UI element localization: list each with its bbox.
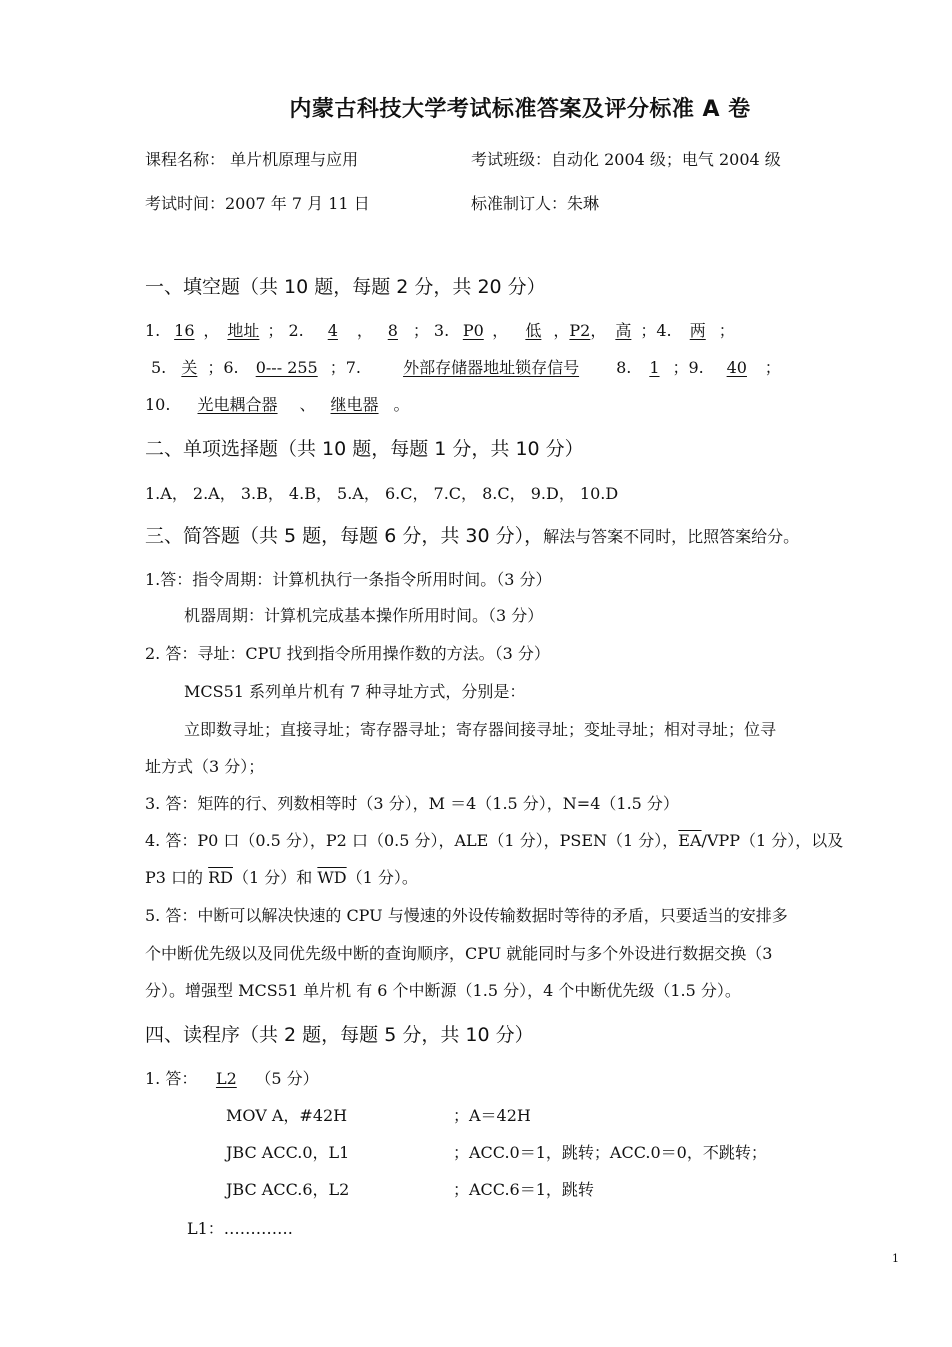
blank-answer: 地址 — [227, 321, 260, 340]
code-instruction: JBC ACC.0，L1 — [226, 1143, 350, 1162]
page-number: 1 — [892, 1252, 899, 1265]
answer-3-1b: 机器周期：计算机完成基本操作所用时间。（3 分） — [184, 606, 544, 625]
answer-3-3: 3. 答：矩阵的行、列数相等时（3 分），M ＝4（1.5 分），N=4（1.5 分） — [145, 794, 679, 813]
fill-blank-line-1: 1. 16 ， 地址 ； 2. 4 ， 8 ； 3. P0 ， 低 ，P2， 高 ；4. 两 ； — [145, 318, 735, 341]
blank-answer: 光电耦合器 — [197, 395, 278, 414]
wd-signal: $\overline{WD}$ — [317, 868, 347, 887]
answer-3-5b: 个中断优先级以及同优先级中断的查询顺序，CPU 就能同时与多个外设进行数据交换（3 — [145, 944, 773, 963]
blank-answer: 高 — [615, 321, 632, 340]
fill-blank-line-3: 10. 光电耦合器 、 继电器 。 — [145, 392, 410, 415]
blank-answer: P0 — [462, 321, 484, 340]
fill-blank-line-2: 5. 关 ；6. 0--- 255 ；7. 外部存储器地址锁存信号 8. 1 ；9. 40 ； — [151, 355, 781, 378]
code-instruction: JBC ACC.6，L2 — [226, 1180, 350, 1199]
blank-answer: 继电器 — [330, 395, 379, 414]
blank-answer: 8 — [387, 321, 398, 340]
ea-signal: $\overline{EA}$ — [678, 831, 702, 850]
section4-heading: 四、读程序（共 2 题，每题 5 分，共 10 分） — [145, 1024, 534, 1046]
course-name: 课程名称： 单片机原理与应用 — [145, 150, 359, 169]
exam-date: 考试时间：2007 年 7 月 11 日 — [145, 194, 370, 213]
answer-author: 标准制订人：朱琳 — [471, 194, 600, 213]
answer-3-1a: 1.答：指令周期：计算机执行一条指令所用时间。（3 分） — [145, 570, 552, 589]
exam-classes: 考试班级：自动化 2004 级；电气 2004 级 — [471, 150, 781, 169]
answer-3-5c: 分）。增强型 MCS51 单片机 有 6 个中断源（1.5 分），4 个中断优先级（1.5 分）。 — [145, 981, 741, 1000]
answer-4-1: 1. 答： L2 （5 分） — [145, 1069, 319, 1088]
answer-3-4b: P3 口的 $\overline{RD}(1$ 分）和 $\overline{WD}(1$ 分）。 — [145, 868, 418, 887]
blank-answer: P2 — [569, 321, 591, 340]
code-comment: ；ACC.6＝1，跳转 — [453, 1180, 594, 1199]
blank-answer: 关 — [181, 358, 198, 377]
answer-3-5a: 5. 答：中断可以解决快速的 CPU 与慢速的外设传输数据时等待的矛盾，只要适当的安排多 — [145, 906, 788, 925]
section2-heading: 二、单项选择题（共 10 题，每题 1 分，共 10 分） — [145, 438, 584, 460]
blank-answer: 4 — [327, 321, 338, 340]
blank-answer: 0--- 255 — [255, 358, 318, 377]
section3-heading: 三、简答题（共 5 题，每题 6 分，共 30 分），解法与答案不同时，比照答案给分。 — [145, 525, 800, 547]
code-comment: ；ACC.0＝1，跳转；ACC.0＝0，不跳转； — [453, 1143, 767, 1162]
blank-answer: 16 — [174, 321, 195, 340]
section1-heading: 一、填空题（共 10 题，每题 2 分，共 20 分） — [145, 276, 546, 298]
blank-answer: 40 — [726, 358, 747, 377]
blank-answer: L2 — [215, 1069, 237, 1088]
blank-answer: 两 — [689, 321, 706, 340]
answer-3-4a: 4. 答：P0 口（0.5 分），P2 口（0.5 分），ALE（1 分），PSEN（1 分），$\overline{EA}/VPP(1$ 分），以及 — [145, 831, 844, 850]
blank-answer: 1 — [649, 358, 660, 377]
answer-3-2c: 立即数寻址；直接寻址；寄存器寻址；寄存器间接寻址；变址寻址；相对寻址；位寻 — [184, 720, 777, 739]
answer-3-2d: 址方式（3 分）； — [145, 757, 265, 776]
blank-answer: 低 — [525, 321, 542, 340]
code-label: L1：…………. — [187, 1219, 293, 1238]
answer-3-2b: MCS51 系列单片机有 7 种寻址方式，分别是： — [184, 682, 526, 701]
document-title: 内蒙古科技大学考试标准答案及评分标准 A 卷 — [289, 97, 751, 122]
answer-3-2a: 2. 答：寻址：CPU 找到指令所用操作数的方法。（3 分） — [145, 644, 550, 663]
code-comment: ；A＝42H — [453, 1106, 531, 1125]
code-instruction: MOV A，#42H — [226, 1106, 348, 1125]
section3-note: 解法与答案不同时，比照答案给分。 — [543, 527, 800, 546]
blank-answer: 外部存储器地址锁存信号 — [403, 358, 580, 377]
choice-answers: 1.A， 2.A， 3.B， 4.B， 5.A， 6.C， 7.C， 8.C， 9.D， 10.D — [145, 484, 619, 503]
rd-signal: $\overline{RD}$ — [208, 868, 233, 887]
